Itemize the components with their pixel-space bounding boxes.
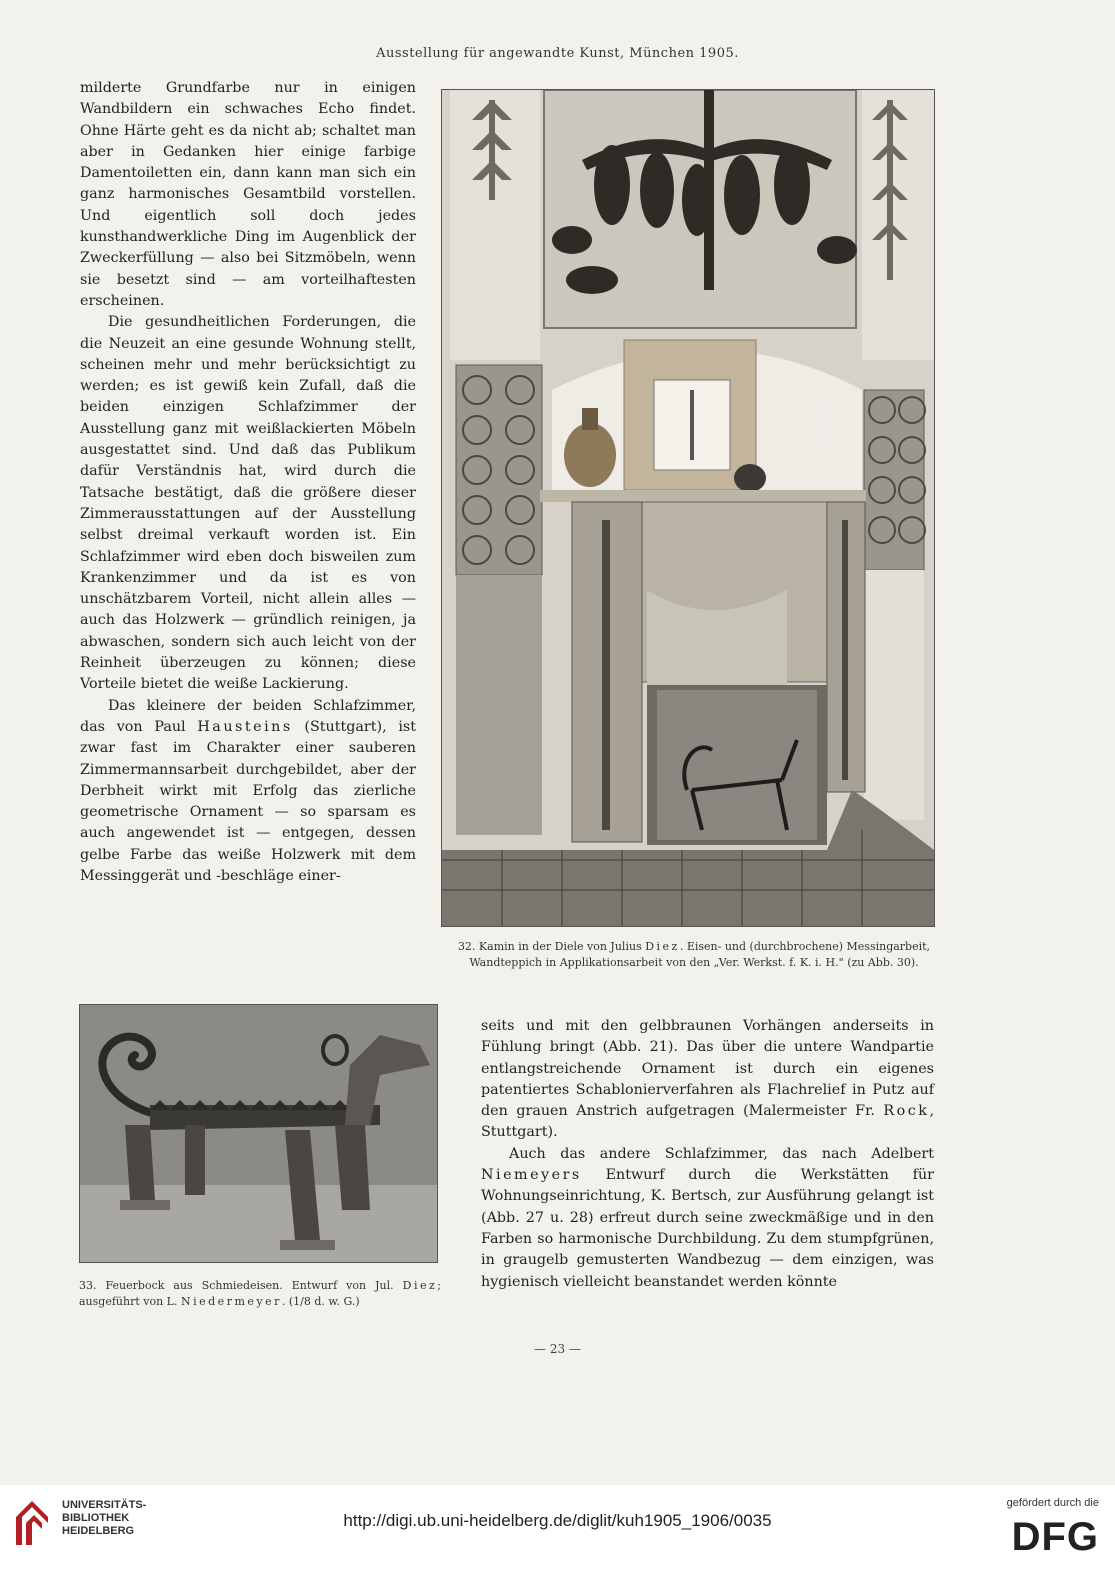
spaced-name: Diez — [402, 1279, 438, 1292]
paragraph — [481, 1144, 934, 1293]
caption-text: . (1/8 d. w. G.) — [281, 1295, 360, 1308]
text-run: seits und mit den gelbbraunen Vorhängen anderseits in Fühlung bringt (Abb. 21). Das über die untere Wandpartie entlangstreichende Ornament ist durch ein eigenes patentiertes Schablonierverfahren als Flachrelief in Putz auf den grauen Anstrich aufgetragen (Malermeister Fr. — [481, 1018, 934, 1120]
andiron-photo — [79, 1004, 438, 1263]
library-line: UNIVERSITÄTS- — [62, 1499, 147, 1511]
spaced-name: Niedermeyer — [180, 1295, 282, 1308]
paragraph: milderte Grundfarbe nur in einigen Wandbildern ein schwaches Echo findet. Ohne Härte geht es da nicht ab; schaltet man aber in Gedanken hier einige farbige Damentoiletten ein, dann kann man sich ein ganz harmonisches Gesamtbild vorstellen. Und eigentlich soll doch jedes kunsthandwerkliche Ding im Augenblick der Zweckerfüllung — also bei Sitzmöbeln, wenn sie besetzt sind — am vorteilhaftesten erscheinen. — [80, 80, 416, 309]
dfg-logo: DFG — [1011, 1515, 1099, 1559]
spaced-name: Niemeyers — [481, 1167, 582, 1184]
paragraph: Die gesundheitlichen Forderungen, die die Neuzeit an eine gesunde Wohnung stellt, scheinen mehr und mehr berücksichtigt zu werden; es ist gewiß kein Zufall, daß die beiden einzigen Schlafzimmer der Ausstellung ganz mit weißlackierten Möbeln ausgestattet sind. Und daß das Publikum dafür Verständnis hat, wird durch die Tatsache bestätigt, daß die größere dieser Zimmerausstattungen auf der Ausstellung selbst dreimal verkauft worden ist. Ein Schlafzimmer wird eben doch bisweilen zum Krankenzimmer und da ist es von unschätzbarem Vorteil, nicht allein alles — auch das Holzwerk — gründlich reinigen, ja abwaschen, sondern sich auch leicht von der Reinheit überzeugen zu können; diese Vorteile bietet die weiße Lackierung. — [80, 314, 416, 693]
footer-bar — [0, 1485, 1115, 1572]
caption-text: 33. Feuerbock aus Schmiedeisen. Entwurf von Jul. — [79, 1279, 403, 1292]
fireplace-photo — [441, 89, 935, 927]
spaced-name: Rock — [883, 1103, 930, 1120]
paragraph — [80, 696, 416, 888]
text-run: (Stuttgart), ist zwar fast im Charakter einer sauberen Zimmermannsarbeit durchgebildet, aber der Derbheit wirkt mit Erfolg das zierliche geometrische Ornament — so sparsam es auch angewendet ist — entgegen, dessen gelbe Farbe das weiße Holzwerk mit dem Messinggerät und -beschläge einer- — [80, 718, 416, 884]
spaced-name: Hausteins — [197, 718, 293, 735]
library-line: BIBLIOTHEK — [62, 1512, 130, 1524]
running-header: Ausstellung für angewandte Kunst, München 1905. — [376, 46, 739, 61]
text-run: Auch das andere Schlafzimmer, das nach Adelbert — [509, 1145, 934, 1162]
permalink-url[interactable]: http://digi.ub.uni-heidelberg.de/diglit/kuh1905_1906/0035 — [343, 1511, 772, 1530]
left-text-column — [80, 78, 416, 887]
figure-33-caption — [79, 1278, 441, 1310]
text-run: , Stuttgart). — [481, 1103, 934, 1141]
fireplace-illustration — [442, 90, 934, 926]
caption-text: ; ausgeführt von L. — [79, 1279, 441, 1308]
right-text-column — [481, 1016, 934, 1293]
figure-32-caption — [441, 939, 947, 971]
andiron-illustration — [80, 1005, 437, 1262]
paragraph — [481, 1016, 934, 1144]
caption-text: 32. Kamin in der Diele von Julius — [457, 940, 646, 953]
spaced-name: Diez — [645, 940, 680, 953]
page-number: — 23 — — [534, 1342, 581, 1356]
library-line: HEIDELBERG — [62, 1525, 135, 1537]
text-run: Das kleinere der beiden Schlafzimmer, das von Paul — [80, 697, 416, 735]
caption-text: . Eisen- und (durchbrochene) Messingarbeit, Wandteppich in Applikationsarbeit von den „Ver. Werkst. f. K. i. H." (zu Abb. 30). — [469, 940, 931, 969]
funder-label: gefördert durch die — [1006, 1497, 1099, 1509]
text-run: Entwurf durch die Werkstätten für Wohnungseinrichtung, K. Bertsch, zur Ausführung gelangt ist (Abb. 27 u. 28) erfreut durch seine zweckmäßige und in den Farben so harmonische Durchbildung. Zu dem stumpfgrünen, in graugelb gemusterten Wandbezug — dem einzigen, was hygienisch vielleicht beanstandet werden könnte — [481, 1167, 934, 1290]
